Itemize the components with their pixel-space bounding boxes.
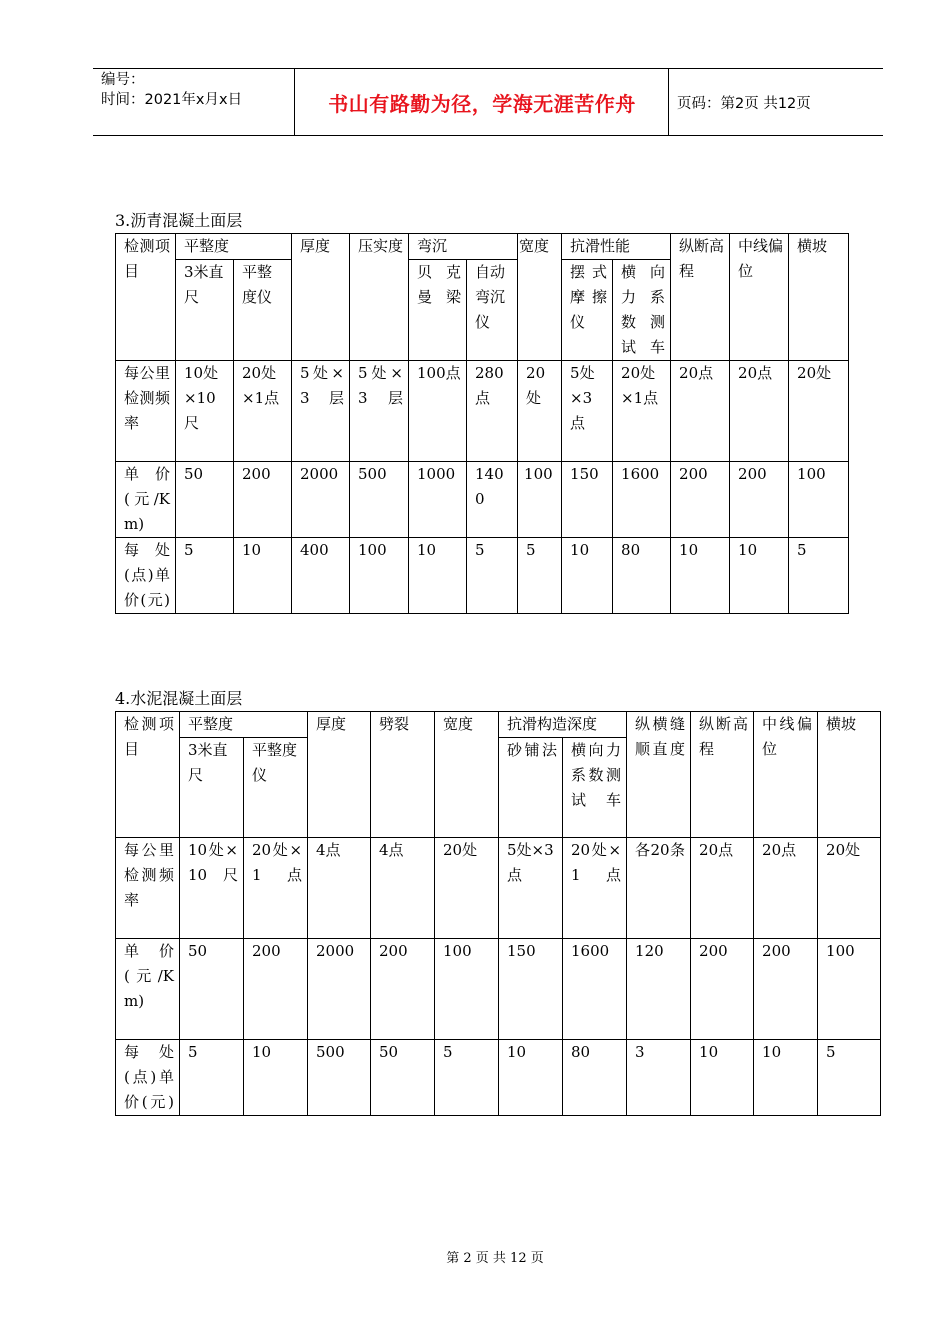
table-cell: 20点 [671, 361, 730, 462]
header-cell-compaction: 压实度 [350, 234, 409, 361]
table-cell: 20点 [730, 361, 789, 462]
table-cell: 10 [409, 538, 467, 614]
table-cell: 100 [518, 462, 562, 538]
header-cell-split: 劈裂 [371, 712, 435, 838]
table-cell: 80 [613, 538, 671, 614]
header-cell-thickness: 厚度 [308, 712, 371, 838]
table-cell: 3 [627, 1040, 691, 1116]
page-footer: 第 2 页 共 12 页 [446, 1251, 544, 1266]
row-label: 单价(元/Km) [116, 462, 176, 538]
header-cell-offset: 中线偏位 [730, 234, 789, 361]
cement-table [115, 711, 881, 1116]
table-cell: 10 [499, 1040, 563, 1116]
table-cell: 5 [818, 1040, 881, 1116]
table-cell: 80 [563, 1040, 627, 1116]
table-cell: 200 [730, 462, 789, 538]
table-cell: 100 [818, 939, 881, 1040]
header-cell-slope: 横坡 [818, 712, 881, 838]
header-cell-item: 检测项目 [116, 712, 180, 838]
header-cell-width: 宽度 [518, 234, 562, 361]
table-row [116, 538, 849, 614]
header-cell-joint: 纵横缝顺直度 [627, 712, 691, 838]
table-cell: 200 [754, 939, 818, 1040]
table-cell: 5处×3层 [350, 361, 409, 462]
table-cell: 200 [234, 462, 292, 538]
table-cell: 500 [308, 1040, 371, 1116]
table-cell: 20处×1点 [244, 838, 308, 939]
header-cell-meter: 平整度仪 [234, 260, 292, 361]
table-cell: 5处×3点 [562, 361, 613, 462]
header-divider [668, 68, 669, 136]
table-cell: 200 [691, 939, 754, 1040]
row-label: 单价(元/Km) [116, 939, 180, 1040]
table-cell: 5 [518, 538, 562, 614]
table-cell: 5处×3层 [292, 361, 350, 462]
header-divider [294, 68, 295, 136]
row-label: 每处(点)单价(元) [116, 1040, 180, 1116]
asphalt-table [115, 233, 849, 614]
table-cell: 150 [562, 462, 613, 538]
header-cell-elevation: 纵断高程 [671, 234, 730, 361]
table-cell: 50 [371, 1040, 435, 1116]
section-title-asphalt: 3.沥青混凝土面层 [115, 211, 243, 230]
table-cell: 10处×10尺 [180, 838, 244, 939]
table-cell: 400 [292, 538, 350, 614]
header-cell-beam: 贝克曼梁 [409, 260, 467, 361]
table-cell: 100 [350, 538, 409, 614]
header-cell-lateral: 横向力系数测试车 [613, 260, 671, 361]
table-cell: 1600 [613, 462, 671, 538]
header-meta [101, 70, 291, 110]
table-cell: 10 [244, 1040, 308, 1116]
table-row [116, 462, 849, 538]
table-cell: 200 [671, 462, 730, 538]
table-cell: 10 [691, 1040, 754, 1116]
header-cell-auto: 自动弯沉仪 [467, 260, 518, 361]
table-cell: 5 [435, 1040, 499, 1116]
header-cell-slope: 横坡 [789, 234, 849, 361]
table-cell: 20处×1点 [563, 838, 627, 939]
table-cell: 10 [730, 538, 789, 614]
header-cell-elevation: 纵断高程 [691, 712, 754, 838]
table-row [116, 1040, 881, 1116]
header-cell-ruler: 3米直尺 [176, 260, 234, 361]
time-label: 时间：2021年x月x日 [101, 92, 243, 108]
table-row [116, 361, 849, 462]
header-cell-meter: 平整度仪 [244, 738, 308, 838]
table-cell: 20点 [691, 838, 754, 939]
table-cell: 2000 [308, 939, 371, 1040]
table-cell: 10 [754, 1040, 818, 1116]
header-cell-lateral: 横向力系数测试车 [563, 738, 627, 838]
header-cell-texture: 抗滑构造深度 [499, 712, 627, 738]
header-cell-item: 检测项目 [116, 234, 176, 361]
table-cell: 10 [562, 538, 613, 614]
table-cell: 20处 [435, 838, 499, 939]
table-cell: 10 [234, 538, 292, 614]
header-cell-ruler: 3米直尺 [180, 738, 244, 838]
table-cell: 5 [789, 538, 849, 614]
table-cell: 10 [671, 538, 730, 614]
code-label: 编号： [101, 72, 145, 88]
table-cell: 4点 [308, 838, 371, 939]
header-cell-offset: 中线偏位 [754, 712, 818, 838]
table-cell: 200 [371, 939, 435, 1040]
header-cell-flatness: 平整度 [176, 234, 292, 260]
table-cell: 20点 [754, 838, 818, 939]
table-cell: 20处×1点 [613, 361, 671, 462]
table-cell: 5 [467, 538, 518, 614]
table-cell: 5 [180, 1040, 244, 1116]
header-cell-width: 宽度 [435, 712, 499, 838]
table-cell: 500 [350, 462, 409, 538]
table-cell: 50 [180, 939, 244, 1040]
table-cell: 4点 [371, 838, 435, 939]
table-cell: 50 [176, 462, 234, 538]
table-cell: 20处 [818, 838, 881, 939]
header-cell-pendulum: 摆式摩擦仪 [562, 260, 613, 361]
header-cell-thickness: 厚度 [292, 234, 350, 361]
table-cell: 1000 [409, 462, 467, 538]
table-row [116, 939, 881, 1040]
table-cell: 100点 [409, 361, 467, 462]
table-cell: 120 [627, 939, 691, 1040]
header-cell-flatness: 平整度 [180, 712, 308, 738]
table-cell: 20处×1点 [234, 361, 292, 462]
page-label: 页码：第2页 共12页 [677, 95, 811, 112]
table-cell: 1600 [563, 939, 627, 1040]
table-cell: 10处×10尺 [176, 361, 234, 462]
row-label: 每处(点)单价(元) [116, 538, 176, 614]
table-cell: 100 [435, 939, 499, 1040]
table-cell: 20处 [518, 361, 562, 462]
table-cell: 2000 [292, 462, 350, 538]
table-cell: 5 [176, 538, 234, 614]
table-cell: 各20条 [627, 838, 691, 939]
table-cell: 20处 [789, 361, 849, 462]
header-cell-skid: 抗滑性能 [562, 234, 671, 260]
row-label: 每公里检测频率 [116, 838, 180, 939]
table-cell: 150 [499, 939, 563, 1040]
header-cell-sand: 砂铺法 [499, 738, 563, 838]
table-cell: 100 [789, 462, 849, 538]
header-motto: 书山有路勤为径，学海无涯苦作舟 [328, 91, 636, 116]
table-row [116, 838, 881, 939]
row-label: 每公里检测频率 [116, 361, 176, 462]
table-cell: 280点 [467, 361, 518, 462]
table-cell: 5处×3点 [499, 838, 563, 939]
table-cell: 200 [244, 939, 308, 1040]
header-cell-deflection: 弯沉 [409, 234, 518, 260]
section-title-cement: 4.水泥混凝土面层 [115, 689, 243, 708]
table-cell: 1400 [467, 462, 518, 538]
